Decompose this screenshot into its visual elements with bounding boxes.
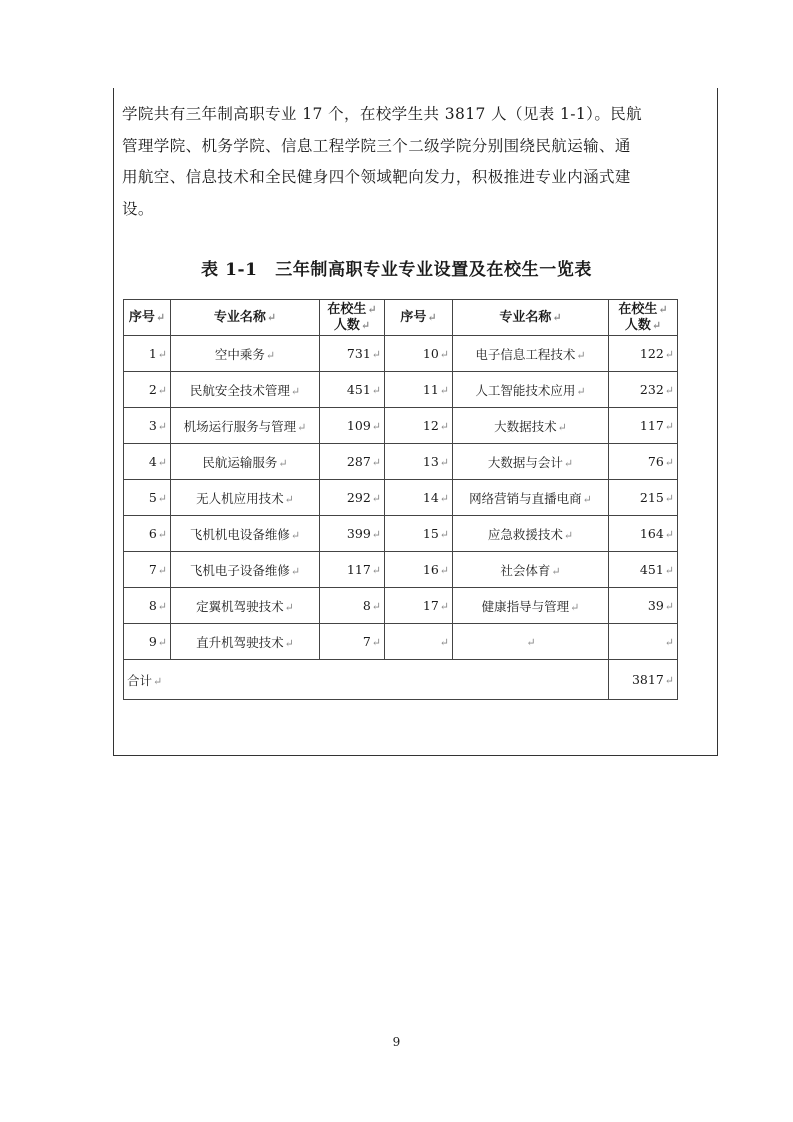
return-mark: ↵ <box>439 384 449 397</box>
student-count-cell: 76↵ <box>609 444 678 480</box>
student-count-cell: 451↵ <box>320 372 385 408</box>
seq-cell: 4↵ <box>124 444 171 480</box>
return-mark: ↵ <box>155 310 166 324</box>
return-mark: ↵ <box>371 492 381 505</box>
return-mark: ↵ <box>664 564 674 577</box>
return-mark: ↵ <box>157 492 167 505</box>
return-mark: ↵ <box>360 318 371 332</box>
major-name-cell: 直升机驾驶技术↵ <box>171 624 320 660</box>
return-mark: ↵ <box>157 564 167 577</box>
return-mark: ↵ <box>439 600 449 613</box>
header-name: 专业名称↵ <box>171 300 320 336</box>
table-row <box>124 444 678 480</box>
return-mark: ↵ <box>371 420 381 433</box>
student-count-cell: 232↵ <box>609 372 678 408</box>
return-mark: ↵ <box>563 528 574 542</box>
return-mark: ↵ <box>367 302 377 316</box>
student-count-cell: 451↵ <box>609 552 678 588</box>
student-count-cell: 399↵ <box>320 516 385 552</box>
major-name-cell: 空中乘务↵ <box>171 336 320 372</box>
return-mark: ↵ <box>563 456 574 470</box>
header-count: 在校生↵ 人数↵ <box>609 300 678 336</box>
total-label-cell: 合计↵ <box>124 660 609 700</box>
seq-cell: 11↵ <box>385 372 453 408</box>
majors-table <box>123 299 678 720</box>
return-mark: ↵ <box>664 492 674 505</box>
return-mark: ↵ <box>284 492 294 506</box>
seq-cell: 15↵ <box>385 516 453 552</box>
student-count-cell: 287↵ <box>320 444 385 480</box>
return-mark: ↵ <box>265 348 276 362</box>
return-mark: ↵ <box>290 564 301 578</box>
student-count-cell: 292↵ <box>320 480 385 516</box>
return-mark: ↵ <box>157 456 167 469</box>
major-name-cell: 健康指导与管理↵ <box>453 588 609 624</box>
return-mark: ↵ <box>664 456 674 469</box>
return-mark: ↵ <box>664 528 674 541</box>
table-row <box>124 588 678 624</box>
return-mark: ↵ <box>439 636 449 649</box>
table-row <box>124 624 678 660</box>
return-mark: ↵ <box>576 384 586 398</box>
student-count-cell: 109↵ <box>320 408 385 444</box>
return-mark: ↵ <box>371 384 381 397</box>
seq-cell: 1↵ <box>124 336 171 372</box>
return-mark: ↵ <box>439 564 449 577</box>
return-mark: ↵ <box>290 528 301 542</box>
return-mark: ↵ <box>658 302 668 316</box>
return-mark: ↵ <box>551 564 561 578</box>
return-mark: ↵ <box>664 600 674 613</box>
major-name-cell: 社会体育↵ <box>453 552 609 588</box>
return-mark: ↵ <box>371 564 381 577</box>
return-mark: ↵ <box>664 348 674 361</box>
return-mark: ↵ <box>153 674 163 688</box>
seq-cell: 5↵ <box>124 480 171 516</box>
paragraph-line: 设。 <box>122 199 154 218</box>
student-count-cell: 117↵ <box>609 408 678 444</box>
return-mark: ↵ <box>582 492 592 506</box>
return-mark: ↵ <box>371 636 381 649</box>
return-mark: ↵ <box>157 528 167 541</box>
return-mark: ↵ <box>297 420 307 434</box>
return-mark: ↵ <box>157 384 167 397</box>
header-name: 专业名称↵ <box>453 300 609 336</box>
student-count-cell: 731↵ <box>320 336 385 372</box>
major-name-cell: 民航运输服务↵ <box>171 444 320 480</box>
return-mark: ↵ <box>371 348 381 361</box>
major-name-cell: 飞机电子设备维修↵ <box>171 552 320 588</box>
seq-cell: 8↵ <box>124 588 171 624</box>
seq-cell: 10↵ <box>385 336 453 372</box>
major-name-cell: 人工智能技术应用↵ <box>453 372 609 408</box>
header-count: 在校生↵ 人数↵ <box>320 300 385 336</box>
seq-cell <box>385 624 453 660</box>
return-mark: ↵ <box>439 492 449 505</box>
seq-cell: 13↵ <box>385 444 453 480</box>
seq-cell: 7↵ <box>124 552 171 588</box>
major-name-cell: 民航安全技术管理↵ <box>171 372 320 408</box>
body-paragraph <box>122 99 712 225</box>
page-number: 9 <box>392 1035 401 1049</box>
return-mark: ↵ <box>664 420 674 433</box>
return-mark: ↵ <box>552 310 562 324</box>
major-name-cell: 飞机机电设备维修↵ <box>171 516 320 552</box>
seq-cell: 16↵ <box>385 552 453 588</box>
major-name-cell: 应急救援技术↵ <box>453 516 609 552</box>
return-mark: ↵ <box>278 456 288 470</box>
major-name-cell: 大数据技术↵ <box>453 408 609 444</box>
table-tail-row <box>124 700 678 720</box>
student-count-cell: 7↵ <box>320 624 385 660</box>
return-mark: ↵ <box>576 348 586 362</box>
seq-cell: 9↵ <box>124 624 171 660</box>
return-mark: ↵ <box>664 636 674 649</box>
return-mark: ↵ <box>290 384 301 398</box>
seq-cell: 17↵ <box>385 588 453 624</box>
header-seq: 序号↵ <box>124 300 171 336</box>
return-mark: ↵ <box>284 600 294 614</box>
return-mark: ↵ <box>439 528 449 541</box>
return-mark: ↵ <box>664 674 674 687</box>
major-name-cell: 机场运行服务与管理↵ <box>171 408 320 444</box>
major-name-cell: 大数据与会计↵ <box>453 444 609 480</box>
seq-cell: 14↵ <box>385 480 453 516</box>
table-row <box>124 408 678 444</box>
return-mark: ↵ <box>157 420 167 433</box>
return-mark: ↵ <box>664 384 674 397</box>
total-row <box>124 660 678 700</box>
paragraph-line: 管理学院、机务学院、信息工程学院三个二级学院分别围绕民航运输、通 <box>122 136 631 155</box>
seq-cell: 2↵ <box>124 372 171 408</box>
table-row <box>124 516 678 552</box>
return-mark: ↵ <box>439 456 449 469</box>
return-mark: ↵ <box>371 600 381 613</box>
major-name-cell <box>453 624 609 660</box>
return-mark: ↵ <box>526 636 536 649</box>
return-mark: ↵ <box>439 420 449 433</box>
return-mark: ↵ <box>651 318 662 332</box>
return-mark: ↵ <box>157 636 167 649</box>
student-count-cell: 8↵ <box>320 588 385 624</box>
table-row <box>124 480 678 516</box>
table-row <box>124 372 678 408</box>
return-mark: ↵ <box>557 420 567 434</box>
total-value-cell: 3817↵ <box>609 660 678 700</box>
major-name-cell: 电子信息工程技术↵ <box>453 336 609 372</box>
seq-cell: 12↵ <box>385 408 453 444</box>
student-count-cell: 117↵ <box>320 552 385 588</box>
return-mark: ↵ <box>371 456 381 469</box>
return-mark: ↵ <box>371 528 381 541</box>
return-mark: ↵ <box>439 348 449 361</box>
return-mark: ↵ <box>157 348 167 361</box>
major-name-cell: 无人机应用技术↵ <box>171 480 320 516</box>
student-count-cell: 164↵ <box>609 516 678 552</box>
seq-cell: 3↵ <box>124 408 171 444</box>
return-mark: ↵ <box>266 310 277 324</box>
return-mark: ↵ <box>284 636 294 650</box>
student-count-cell: 122↵ <box>609 336 678 372</box>
student-count-cell: 39↵ <box>609 588 678 624</box>
return-mark: ↵ <box>157 600 167 613</box>
table-caption: 表 1-1 三年制高职专业专业设置及在校生一览表 <box>200 260 593 280</box>
major-name-cell: 定翼机驾驶技术↵ <box>171 588 320 624</box>
paragraph-line: 学院共有三年制高职专业 17 个，在校学生共 3817 人（见表 1-1）。民航 <box>122 105 643 123</box>
major-name-cell: 网络营销与直播电商↵ <box>453 480 609 516</box>
return-mark: ↵ <box>570 600 580 614</box>
paragraph-line: 用航空、信息技术和全民健身四个领域靶向发力，积极推进专业内涵式建 <box>122 168 631 186</box>
table-row <box>124 336 678 372</box>
return-mark: ↵ <box>427 310 437 324</box>
student-count-cell <box>609 624 678 660</box>
seq-cell: 6↵ <box>124 516 171 552</box>
table-row <box>124 552 678 588</box>
header-seq: 序号↵ <box>385 300 453 336</box>
student-count-cell: 215↵ <box>609 480 678 516</box>
table-header-row <box>124 300 678 336</box>
